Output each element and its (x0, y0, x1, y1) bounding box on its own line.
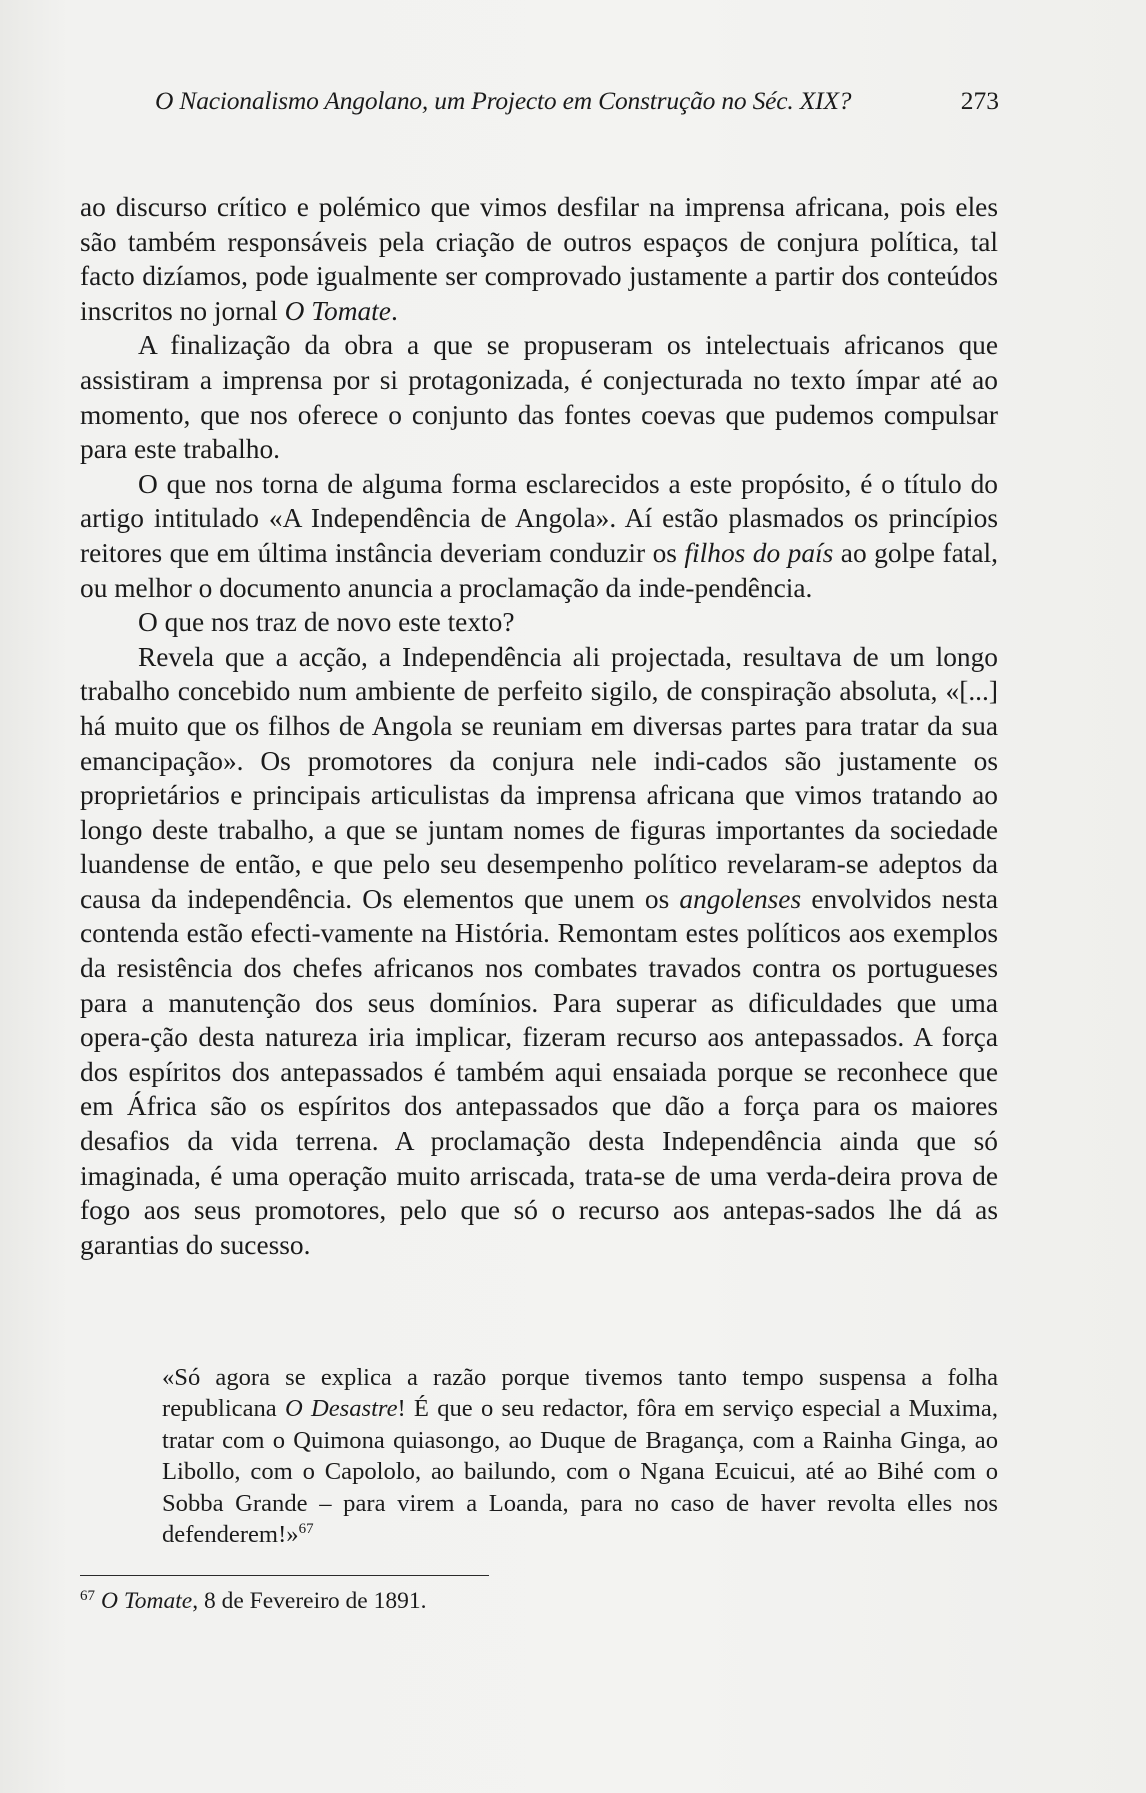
italic-run: O Tomate (101, 1588, 193, 1614)
body-text (80, 190, 998, 1262)
footnote-reference: 67 (298, 1521, 314, 1538)
paragraph: O que nos traz de novo este texto? (138, 607, 515, 638)
italic-run: angolenses (679, 883, 802, 914)
running-head (155, 86, 1001, 122)
footnote-marker: 67 (80, 1588, 95, 1604)
page-number: 273 (960, 86, 999, 115)
paragraph: Revela que a acção, a Independência ali projectada, resultava de um longo trabalho concebido num ambiente de perfeito sigilo, de conspiração absoluta, «[...] há muito que os filhos de Angola se reuniam em diversas partes para tratar da sua emancipação». Os promotores da conjura nele indi-cados são justamente os proprietários e principais articulistas da imprensa africana que vimos tratando ao longo deste trabalho, a que se juntam nomes de figuras importantes da sociedade luandense de então, e que pelo seu desempenho político revelaram-se adeptos da causa da independência. Os elementos que unem os angolenses envolvidos nesta contenda estão efecti-vamente na História. Remontam estes políticos aos exemplos da resistência dos chefes africanos nos combates travados contra os portugueses para a manutenção dos seus domínios. Para superar as dificuldades que uma opera-ção desta natureza iria implicar, fizeram recurso aos antepassados. A força dos espíritos dos antepassados é também aqui ensaiada porque se reconhece que em África são os espíritos dos antepassados que dão a força para os maiores desafios da vida terrena. A proclamação desta Independência ainda que só imaginada, é uma operação muito arriscada, trata-se de uma verda-deira prova de fogo aos seus promotores, pelo que só o recurso aos antepas-sados lhe dá as garantias do sucesso. (80, 641, 998, 1260)
paragraph: ao discurso crítico e polémico que vimos desfilar na imprensa africana, pois eles são também responsáveis pela criação de outros espaços de conjura política, tal facto dizíamos, pode igualmente ser comprovado justamente a partir dos conteúdos inscritos no jornal O Tomate. (80, 192, 998, 326)
running-title: O Nacionalismo Angolano, um Projecto em Construção no Séc. XIX? (155, 86, 852, 115)
footnote-text: O Tomate, 8 de Fevereiro de 1891. (101, 1588, 427, 1614)
block-quote (162, 1362, 998, 1550)
footnote (80, 1586, 998, 1616)
italic-run: O Tomate (284, 295, 391, 326)
paragraph: A finalização da obra a que se propuseram os intelectuais africanos que assistiram a imprensa por si protagonizada, é conjecturada no texto ímpar até ao momento, que nos oferece o conjunto das fontes coevas que pudemos compulsar para este trabalho. (80, 330, 998, 465)
quote-text: «Só agora se explica a razão porque tivemos tanto tempo suspensa a folha republicana O Desastre! É que o seu redactor, fôra em serviço especial a Muxima, tratar com o Quimona quiasongo, ao Duque de Bragança, com a Rainha Ginga, ao Libollo, com o Capololo, ao bailundo, com o Ngana Ecuicui, até ao Bihé com o Sobba Grande – para virem a Loanda, para no caso de haver revolta elles nos defenderem!»$^{67}$ (162, 1364, 998, 1549)
italic-run: filhos do país (684, 537, 834, 568)
paragraph: O que nos torna de alguma forma esclarecidos a este propósito, é o título do artigo intitulado «A Independência de Angola». Aí estão plasmados os princípios reitores que em última instância deveriam conduzir os filhos do país ao golpe fatal, ou melhor o documento anuncia a proclamação da inde-pendência. (80, 468, 998, 603)
footnote-divider (80, 1575, 489, 1576)
italic-run: O Desastre (284, 1395, 398, 1423)
